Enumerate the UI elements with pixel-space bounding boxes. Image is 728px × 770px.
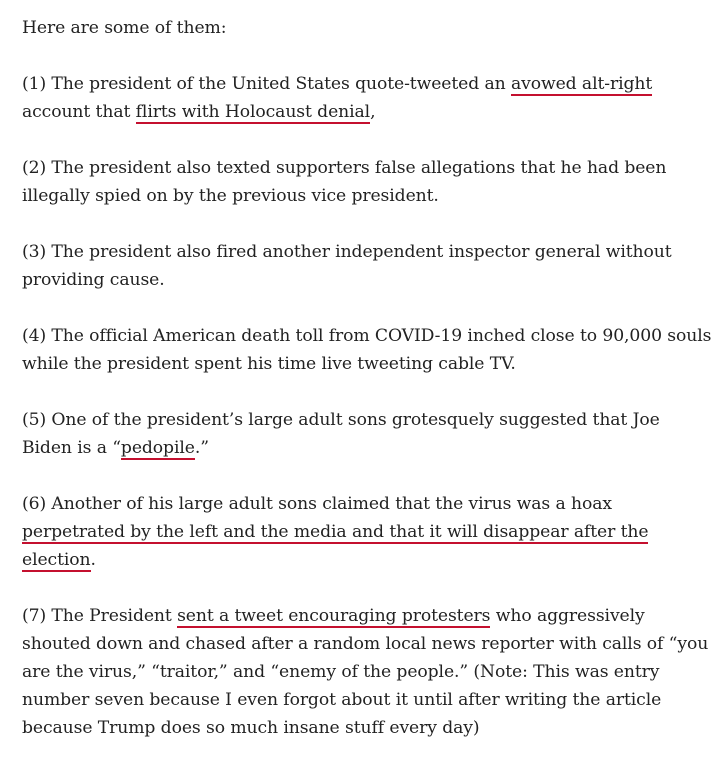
item-2-text: (2) The president also texted supporters false allegations that he had been illegally spied on by the previous vice president. [22,158,667,206]
link-holocaust-denial[interactable]: flirts with Holocaust denial [135,102,371,122]
item-4-text: (4) The official American death toll from COVID-19 inched close to 90,000 souls while the president spent his time live tweeting cable TV. [22,326,712,374]
item-3-text: (3) The president also fired another independent inspector general without providing cause. [22,242,672,290]
list-item-5 [22,406,712,462]
link-perpetrated-by-the-left[interactable]: perpetrated by the left and the media and that it will disappear after the election [22,522,649,570]
list-item-4 [22,322,712,378]
item-1-text-a: (1) The president of the United States quote-tweeted an [22,74,511,94]
item-7-text-b: who aggressively shouted down and chased after a random local news reporter with calls of “you are the virus,” “traitor,” and “enemy of the people.” (Note: This was entry number seven because I even forgot about it until after writing the article because Trump does so much insane stuff every day) [22,606,709,738]
list-item-7 [22,602,712,742]
item-5-text-a: (5) One of the president’s large adult sons grotesquely suggested that Joe Biden is a “ [22,410,660,458]
link-tweet-encouraging-protesters[interactable]: sent a tweet encouraging protesters [177,606,491,626]
item-6-text-b: . [90,550,96,570]
intro-text: Here are some of them: [22,18,227,38]
list-item-3 [22,238,712,294]
intro-paragraph [22,14,712,42]
item-7-text-a: (7) The President [22,606,178,626]
item-5-text-b: .” [194,438,209,458]
link-avowed-alt-right[interactable]: avowed alt-right [510,74,653,94]
list-item-6 [22,490,712,574]
item-1-text-b: account that [22,102,136,122]
item-1-text-c: , [370,102,376,122]
item-6-text-a: (6) Another of his large adult sons claimed that the virus was a hoax [22,494,612,514]
list-item-2 [22,154,712,210]
article-body [22,14,712,770]
link-pedopile[interactable]: pedopile [120,438,195,458]
list-item-1 [22,70,712,126]
